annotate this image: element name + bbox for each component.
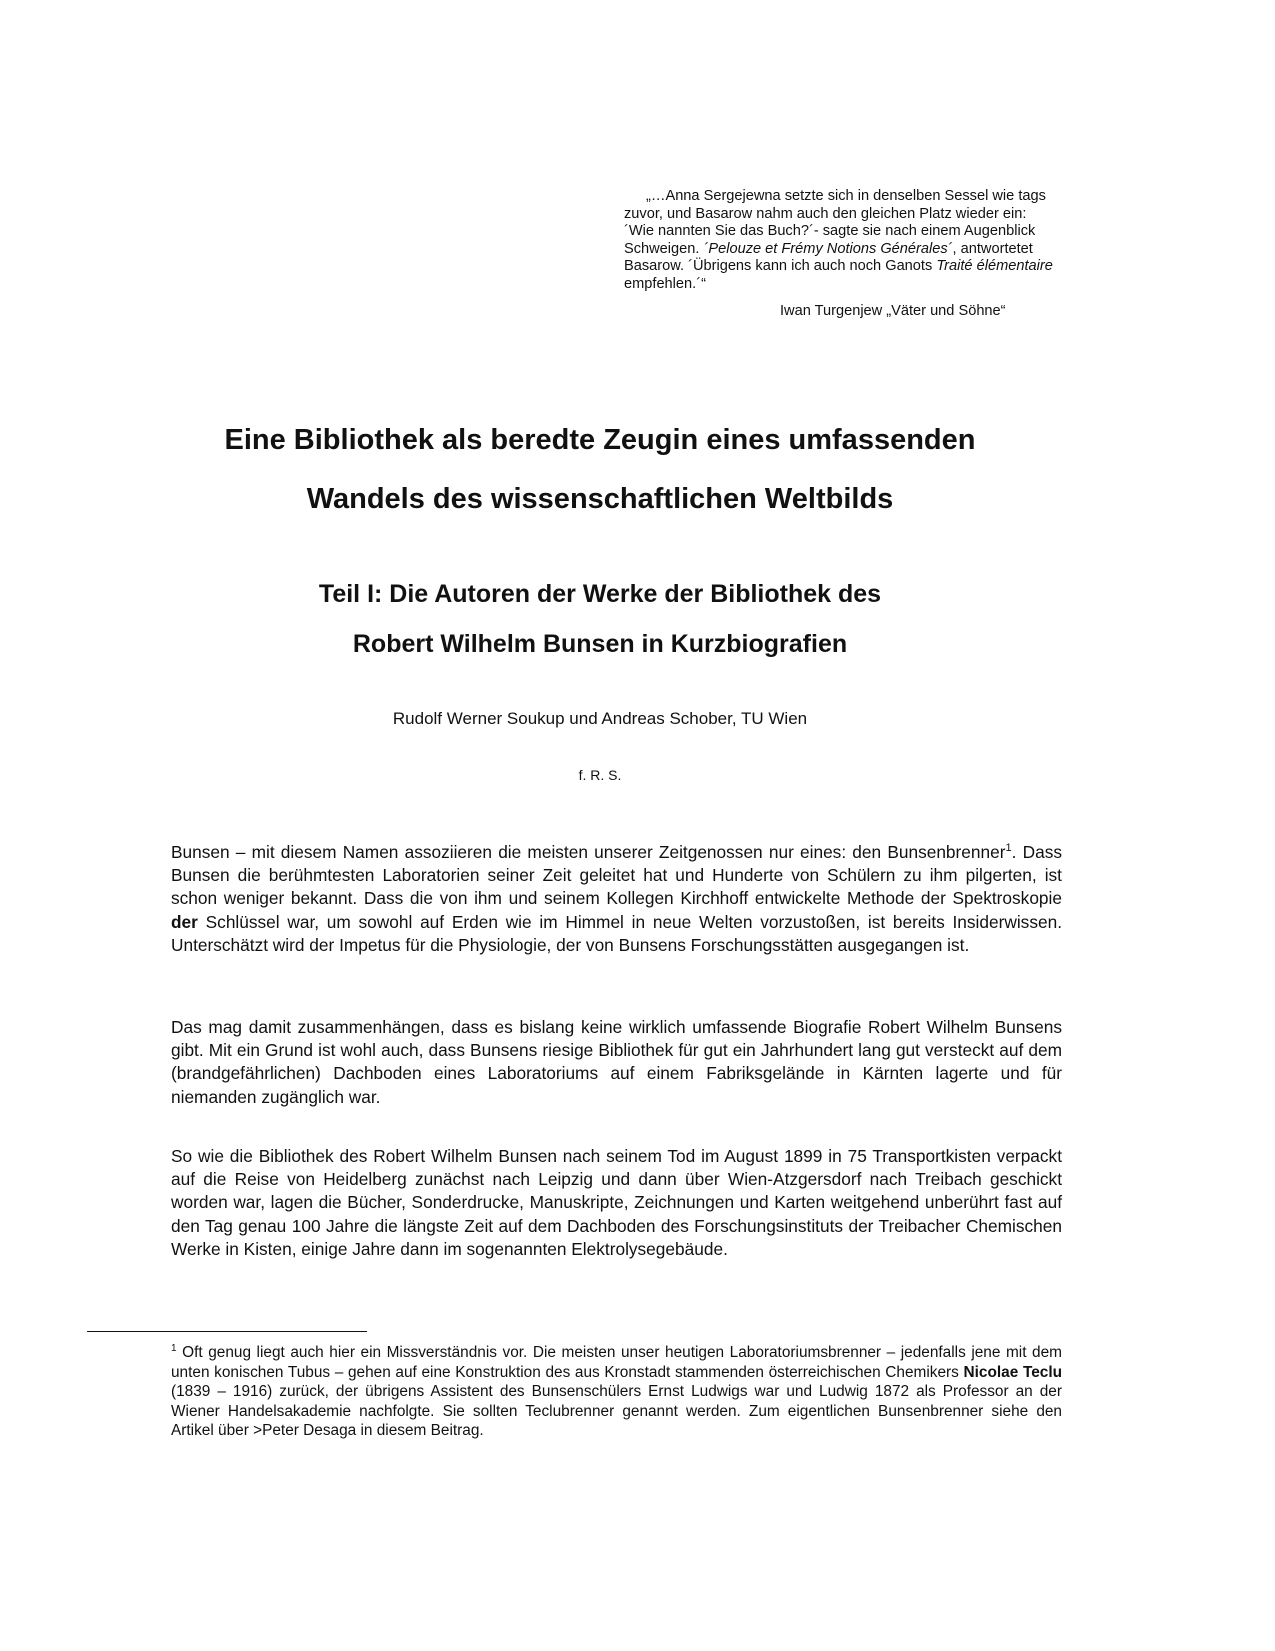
- document-title-line-1: Eine Bibliothek als beredte Zeugin eines umfassenden: [224, 424, 976, 456]
- footnote-1: $^1$ Oft genug liegt auch hier ein Missverständnis vor. Die meisten unser heutigen Laboratoriumsbrenner – jedenfalls jene mit dem unten konischen Tubus – gehen auf eine Konstruktion des aus Kronstadt stammenden österreichischen Chemikers Nicolae Teclu (1839 – 1916) zurück, der übrigens Assistent des Bunsenschülers Ernst Ludwigs war und Ludwig 1872 als Professor an der Wiener Handelsakademie nachfolgte. Sie sollten Teclubrenner genannt werden. Zum eigentlichen Bunsenbrenner siehe den Artikel über >Peter Desaga in diesem Beitrag.: [171, 1342, 1062, 1440]
- paragraph-1: Bunsen – mit diesem Namen assoziieren die meisten unserer Zeitgenossen nur eines: den Bunsenbrenner$^1$. Dass Bunsen die berühmtesten Laboratorien seiner Zeit geleitet hat und Hunderte von Schülern zu ihm pilgerten, ist schon weniger bekannt. Dass die von ihm und seinem Kollegen Kirchhoff entwickelte Methode der Spektroskopie der Schlüssel war, um sowohl auf Erden wie im Himmel in neue Welten vorzustoßen, ist bereits Insiderwissen. Unterschätzt wird der Impetus für die Physiologie, der von Bunsens Forschungsstätten ausgegangen ist.: [171, 842, 1062, 955]
- epigraph-italic-title-2: Traité élémentaire: [936, 258, 1053, 275]
- epigraph-quote: „…Anna Sergejewna setzte sich in denselben Sessel wie tags zuvor, und Basarow nahm auch den gleichen Platz wieder ein: ´Wie nannten Sie das Buch?´- sagte sie nach einem Augenblick Schweigen. ´Pelouze et Frémy Notions Générales´, antwortetet Basarow. ´Übrigens kann ich auch noch Ganots Traité élémentaire empfehlen.´“: [624, 188, 1053, 292]
- footnote-number: 1: [171, 1342, 177, 1354]
- epigraph: [624, 188, 1054, 319]
- authors: Rudolf Werner Soukup und Andreas Schober, TU Wien: [392, 709, 808, 728]
- footnote-divider: [87, 1331, 367, 1332]
- footnote-name-teclu: Nicolae Teclu: [963, 1363, 1062, 1381]
- emphasis-der: der: [171, 911, 198, 932]
- document-subtitle-line-2: Robert Wilhelm Bunsen in Kurzbiografien: [352, 630, 848, 658]
- epigraph-source: Iwan Turgenjew „Väter und Söhne“: [780, 303, 1006, 319]
- paragraph-3: So wie die Bibliothek des Robert Wilhelm Bunsen nach seinem Tod im August 1899 in 75 Transportkisten verpackt auf die Reise von Heidelberg zunächst nach Leipzig und dann über Wien-Atzgersdorf nach Treibach geschickt worden war, lagen die Bücher, Sonderdrucke, Manuskripte, Zeichnungen und Karten weitgehend unberührt fast auf den Tag genau 100 Jahre die längste Zeit auf dem Dachboden des Forschungsinstituts der Treibacher Chemischen Werke in Kisten, einige Jahre dann im sogenannten Elektrolysegebäude.: [171, 1146, 1062, 1259]
- document-subtitle-line-1: Teil I: Die Autoren der Werke der Bibliothek des: [318, 580, 882, 608]
- footnote-reference[interactable]: 1: [1005, 842, 1012, 855]
- epigraph-italic-title-1: ´Pelouze et Frémy Notions Générales´: [703, 240, 953, 257]
- paragraph-2: Das mag damit zusammenhängen, dass es bislang keine wirklich umfassende Biografie Robert Wilhelm Bunsens gibt. Mit ein Grund ist wohl auch, dass Bunsens riesige Bibliothek für gut ein Jahrhundert lang gut versteckt auf dem (brandgefährlichen) Dachboden eines Laboratoriums auf einem Fabriksgelände in Kärnten lagerte und für niemanden zugänglich war.: [171, 1017, 1062, 1107]
- document-title-line-2: Wandels des wissenschaftlichen Weltbilds: [306, 483, 894, 515]
- dedication: f. R. S.: [578, 767, 622, 783]
